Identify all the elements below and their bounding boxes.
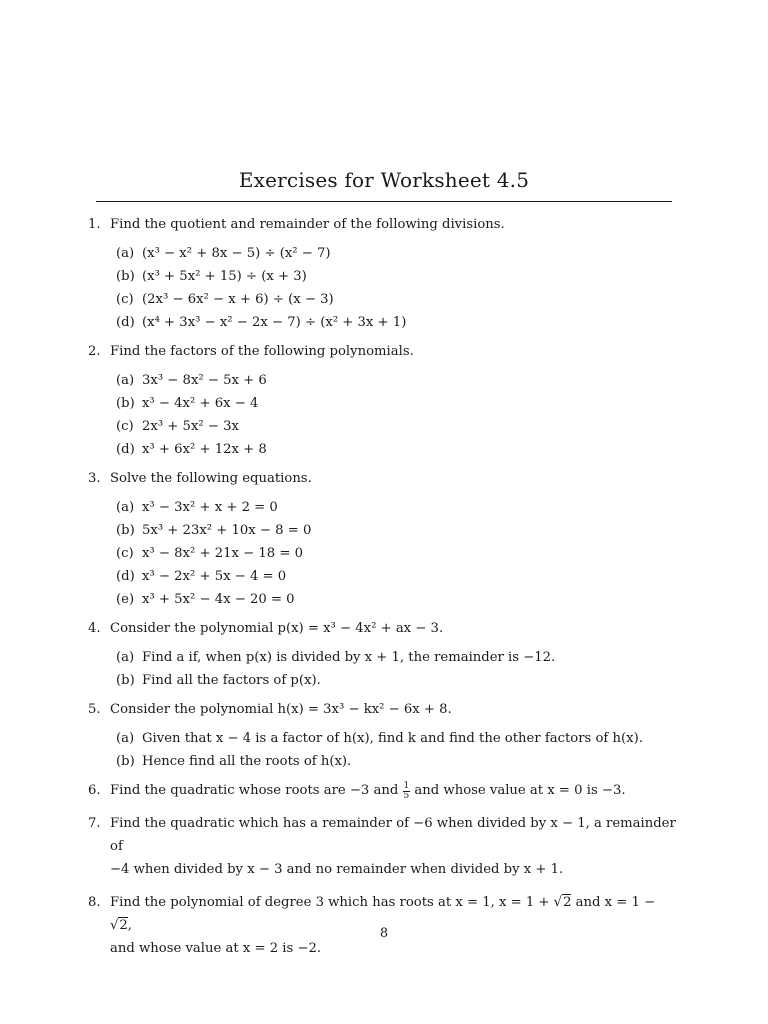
- part-label: (c): [116, 419, 134, 434]
- part-label: (b): [116, 269, 135, 284]
- radicand: 2: [119, 918, 128, 933]
- part-label: (a): [116, 246, 135, 261]
- question-part: [116, 565, 678, 588]
- question-part: [116, 519, 678, 542]
- question-1: [88, 213, 678, 334]
- part-expression: x³ − 8x² + 21x − 18 = 0: [142, 546, 303, 561]
- question-part: [116, 242, 678, 265]
- part-expression: x³ + 5x² − 4x − 20 = 0: [142, 592, 295, 607]
- question-text: Find the factors of the following polynomials.: [110, 344, 414, 359]
- part-expression: Hence find all the roots of h(x).: [142, 754, 352, 769]
- part-label: (b): [116, 673, 135, 688]
- part-label: (d): [116, 442, 135, 457]
- fraction-numerator: 1: [403, 781, 410, 792]
- part-expression: x³ − 4x² + 6x − 4: [142, 396, 259, 411]
- part-label: (a): [116, 650, 135, 665]
- part-expression: (x⁴ + 3x³ − x² − 2x − 7) ÷ (x² + 3x + 1): [142, 315, 407, 330]
- question-text-part: and whose value at x = 0 is −3.: [410, 783, 626, 798]
- part-label: (b): [116, 754, 135, 769]
- question-text-part: Find the polynomial of degree 3 which has roots at x = 1, x = 1 +: [110, 895, 554, 910]
- part-expression: 2x³ + 5x² − 3x: [142, 419, 239, 434]
- question-part: [116, 311, 678, 334]
- fraction-denominator: 5: [403, 791, 410, 802]
- question-part: [116, 392, 678, 415]
- question-text-part: ,: [127, 918, 132, 933]
- question-7: [88, 812, 678, 881]
- question-part: [116, 646, 678, 669]
- question-part: [116, 669, 678, 692]
- question-parts: [88, 242, 678, 334]
- question-parts: [88, 369, 678, 461]
- part-label: (a): [116, 500, 135, 515]
- question-parts: [88, 646, 678, 692]
- question-3: [88, 467, 678, 611]
- part-label: (a): [116, 731, 135, 746]
- part-expression: x³ − 3x² + x + 2 = 0: [142, 500, 278, 515]
- square-root: √2: [553, 895, 572, 910]
- question-text-part: Find the quadratic whose roots are −3 and: [110, 783, 403, 798]
- question-text-line: −4 when divided by x − 3 and no remainder when divided by x + 1.: [110, 862, 564, 877]
- part-label: (b): [116, 396, 135, 411]
- question-number: 3.: [88, 471, 101, 486]
- radicand: 2: [563, 895, 572, 910]
- part-expression: Given that x − 4 is a factor of h(x), find k and find the other factors of h(x).: [142, 731, 643, 746]
- title-rule: [96, 201, 672, 202]
- page-title: Exercises for Worksheet 4.5: [238, 168, 530, 192]
- question-number: 5.: [88, 702, 101, 717]
- question-text: Consider the polynomial p(x) = x³ − 4x² + ax − 3.: [110, 621, 444, 636]
- question-parts: [88, 727, 678, 773]
- question-4: [88, 617, 678, 692]
- question-text: [88, 779, 678, 802]
- exercise-list: [88, 213, 678, 966]
- question-text-part: and x = 1 −: [571, 895, 656, 910]
- part-expression: x³ + 6x² + 12x + 8: [142, 442, 267, 457]
- part-expression: (x³ + 5x² + 15) ÷ (x + 3): [142, 269, 307, 284]
- question-6: [88, 779, 678, 802]
- question-part: [116, 750, 678, 773]
- question-part: [116, 369, 678, 392]
- question-part: [116, 265, 678, 288]
- square-root: √2: [110, 918, 128, 933]
- part-label: (b): [116, 523, 135, 538]
- question-number: 1.: [88, 217, 101, 232]
- question-text: Consider the polynomial h(x) = 3x³ − kx² − 6x + 8.: [110, 702, 452, 717]
- question-number: 4.: [88, 621, 101, 636]
- question-text-line: Find the quadratic which has a remainder of −6 when divided by x − 1, a remainder of: [110, 816, 676, 854]
- part-expression: Find a if, when p(x) is divided by x + 1, the remainder is −12.: [142, 650, 556, 665]
- part-expression: 5x³ + 23x² + 10x − 8 = 0: [142, 523, 312, 538]
- part-expression: (2x³ − 6x² − x + 6) ÷ (x − 3): [142, 292, 334, 307]
- part-label: (d): [116, 569, 135, 584]
- part-expression: x³ − 2x² + 5x − 4 = 0: [142, 569, 287, 584]
- question-5: [88, 698, 678, 773]
- part-label: (a): [116, 373, 135, 388]
- question-text: Solve the following equations.: [110, 471, 312, 486]
- part-label: (d): [116, 315, 135, 330]
- question-number: 2.: [88, 344, 101, 359]
- question-part: [116, 542, 678, 565]
- question-part: [116, 438, 678, 461]
- question-part: [116, 288, 678, 311]
- question-part: [116, 588, 678, 611]
- question-text: Find the quotient and remainder of the following divisions.: [110, 217, 505, 232]
- page-number: 8: [379, 926, 389, 941]
- question-text-line: and whose value at x = 2 is −2.: [110, 941, 322, 956]
- question-part: [116, 496, 678, 519]
- question-part: [116, 727, 678, 750]
- part-expression: (x³ − x² + 8x − 5) ÷ (x² − 7): [142, 246, 331, 261]
- question-number: 7.: [88, 816, 101, 831]
- question-number: 8.: [88, 895, 101, 910]
- part-label: (c): [116, 292, 134, 307]
- question-parts: [88, 496, 678, 611]
- question-number: 6.: [88, 783, 101, 798]
- question-2: [88, 340, 678, 461]
- part-expression: 3x³ − 8x² − 5x + 6: [142, 373, 267, 388]
- question-part: [116, 415, 678, 438]
- part-expression: Find all the factors of p(x).: [142, 673, 321, 688]
- part-label: (e): [116, 592, 135, 607]
- part-label: (c): [116, 546, 134, 561]
